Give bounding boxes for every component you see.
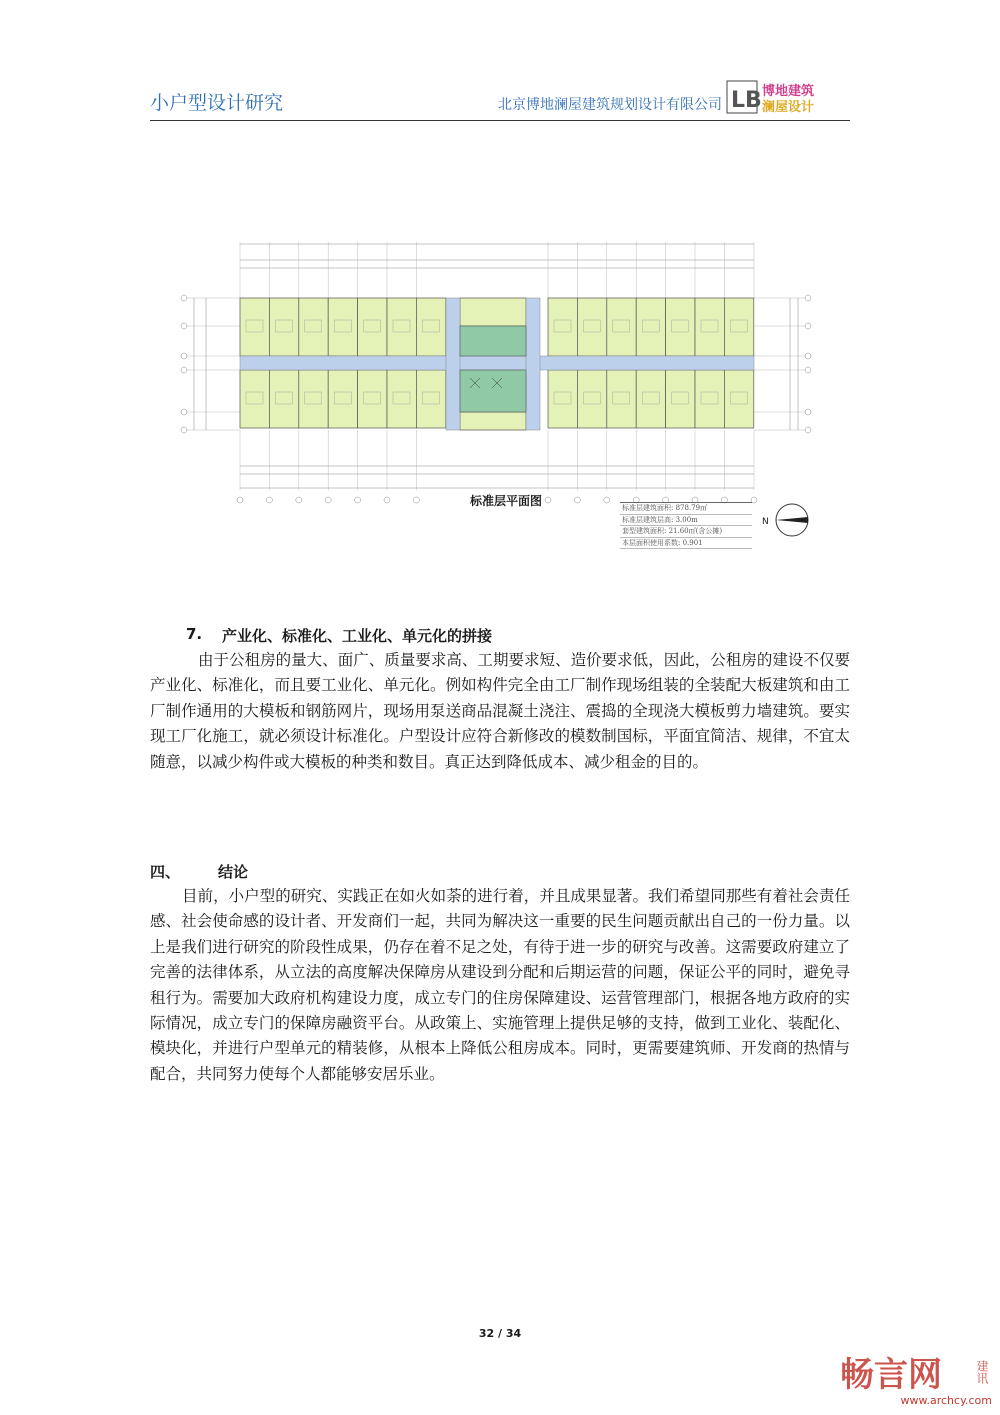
apartment-unit <box>416 370 445 428</box>
north-label: N <box>762 517 769 527</box>
info-row: 标准层建筑面积: 878.79㎡ <box>620 503 752 515</box>
info-row: 本层面积使用系数: 0.901 <box>620 538 752 550</box>
corridor <box>240 356 754 370</box>
apartment-unit <box>416 298 445 356</box>
apartment-unit <box>607 370 636 428</box>
section-4-number: 四、 <box>150 863 181 881</box>
watermark-side: 建讯 <box>975 1360 989 1384</box>
north-arrow-icon <box>762 500 810 540</box>
core-upper <box>460 326 526 356</box>
svg-text:LB: LB <box>731 88 762 113</box>
apartment-unit <box>299 370 328 428</box>
document-title: 小户型设计研究 <box>150 92 284 114</box>
apartment-unit <box>387 298 416 356</box>
apartment-unit <box>577 370 606 428</box>
stair-hall-left <box>446 298 460 430</box>
apartment-unit <box>695 370 724 428</box>
apartment-unit <box>695 298 724 356</box>
company-name: 北京博地澜屋建筑规划设计有限公司 <box>498 97 722 113</box>
stair-hall-right <box>526 298 540 430</box>
apartment-unit <box>548 370 577 428</box>
apartment-unit <box>577 298 606 356</box>
section-7-heading: 产业化、标准化、工业化、单元化的拼接 <box>222 627 493 645</box>
apartment-unit <box>460 298 526 326</box>
apartment-unit <box>724 298 753 356</box>
apartment-unit <box>328 298 357 356</box>
apartment-unit <box>607 298 636 356</box>
company-logo <box>726 78 850 116</box>
apartment-unit <box>387 370 416 428</box>
apartment-unit <box>240 298 269 356</box>
svg-text:澜屋设计: 澜屋设计 <box>762 100 815 115</box>
apartment-unit <box>460 412 526 430</box>
apartment-unit <box>636 298 665 356</box>
apartment-unit <box>358 370 387 428</box>
watermark-url: www.archcy.com <box>900 1394 992 1407</box>
watermark-brand: 畅言网 <box>840 1355 942 1395</box>
area-info-table <box>620 502 752 549</box>
core-lower <box>460 370 526 412</box>
floor-plan-caption: 标准层平面图 <box>470 494 543 508</box>
apartment-unit <box>548 298 577 356</box>
section-7-number: 7. <box>186 625 203 643</box>
page-number: 32 / 34 <box>478 1327 522 1340</box>
svg-text:博地建筑: 博地建筑 <box>762 84 815 99</box>
section-7-body: 由于公租房的量大、面广、质量要求高、工期要求短、造价要求低，因此，公租房的建设不仅要产业化、标准化，而且要工业化、单元化。例如构件完全由工厂制作现场组装的全装配大板建筑和由工厂制作通用的大模板和钢筋网片，现场用泵送商品混凝土浇注、震捣的全现浇大模板剪力墙建筑。要实现工厂化施工，就必须设计标准化。户型设计应符合新修改的模数制国标，平面宜简洁、规律，不宜太随意，以减少构件或大模板的种类和数目。真正达到降低成本、减少租金的目的。 <box>150 651 850 771</box>
apartment-unit <box>358 298 387 356</box>
apartment-unit <box>299 298 328 356</box>
apartment-unit <box>666 298 695 356</box>
apartment-unit <box>269 298 298 356</box>
apartment-unit <box>636 370 665 428</box>
page-header <box>150 84 850 121</box>
info-row: 标准层建筑层高: 3.00m <box>620 515 752 527</box>
section-4-body: 目前，小户型的研究、实践正在如火如荼的进行着，并且成果显著。我们希望同那些有着社会责任感、社会使命感的设计者、开发商们一起，共同为解决这一重要的民生问题贡献出自己的一份力量。以上是我们进行研究的阶段性成果，仍存在着不足之处，有待于进一步的研究与改善。这需要政府建立了完善的法律体系，从立法的高度解决保障房从建设到分配和后期运营的问题，保证公平的同时，避免寻租行为。需要加大政府机构建设力度，成立专门的住房保障建设、运营管理部门，根据各地方政府的实际情况，成立专门的保障房融资平台。从政策上、实施管理上提供足够的支持，做到工业化、装配化、模块化，并进行户型单元的精装修，从根本上降低公租房成本。同时，更需要建筑师、开发商的热情与配合，共同努力使每个人都能够安居乐业。 <box>150 887 850 1083</box>
section-4-heading: 结论 <box>218 863 249 881</box>
apartment-unit <box>724 370 753 428</box>
apartment-unit <box>666 370 695 428</box>
apartment-unit <box>328 370 357 428</box>
apartment-unit <box>240 370 269 428</box>
info-row: 套型建筑面积: 21.60㎡(含公摊) <box>620 526 752 538</box>
apartment-unit <box>269 370 298 428</box>
